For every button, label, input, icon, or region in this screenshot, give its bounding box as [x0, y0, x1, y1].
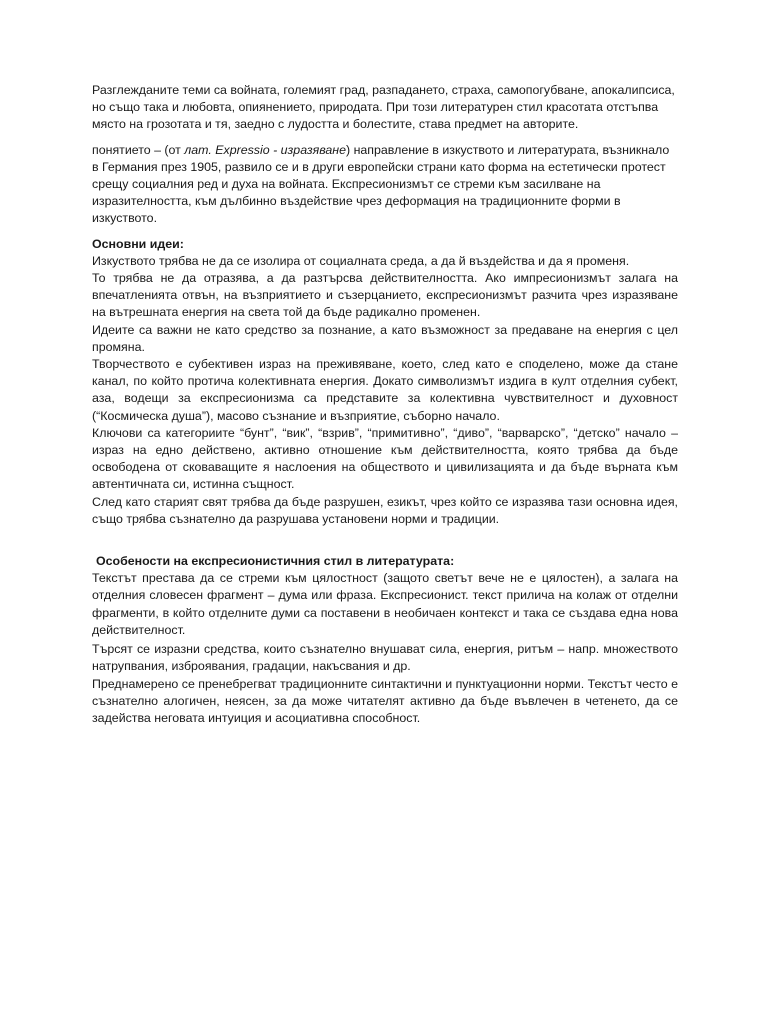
- intro-paragraph: Разглежданите теми са войната, големият град, разпадането, страха, самопогубване, апокалипсиса, но също така и любовта, опиянението, природата. При този литературен стил красотата отстъпва място на грозотата и тя, заедно с лудостта и болестите, става предмет на авторите.: [92, 83, 675, 132]
- main-ideas-heading: Основни идеи:: [92, 236, 184, 251]
- main-ideas-paragraph: Изкуството трябва не да се изолира от социалната среда, а да й въздейства и да я променя.: [92, 253, 630, 268]
- definition-rest: ) направление в изкуството и литературата, възникнало в Германия през 1905, развило се и в други европейски страни като форма на естетически протест срещу социалния ред и духа на войната. Експресионизмът се стреми към засилване на изразителността, към дълбинно въздействие чрез деформация на традиционните форми в изкуството.: [92, 142, 670, 226]
- definition-lead: понятието – (от: [92, 142, 185, 157]
- style-features-paragraph: Текстът престава да се стреми към цялостност (защото светът вече не е цялостен), а залага на отделния словесен фрагмент – дума или фраза. Експресионист. текст прилича на колаж от отделни фрагменти, в който отделните думи са поставени в необичаен контекст и така се създава една нова действителност.: [92, 571, 678, 637]
- style-features-paragraph: Преднамерено се пренебрегват традиционните синтактични и пунктуационни норми. Текстът често е съзнателно алогичен, неясен, за да може читателят активно да бъде въвлечен в четенето, да се задейства неговата интуиция и асоциативна способност.: [92, 676, 678, 725]
- definition-paragraph: [92, 142, 678, 228]
- main-ideas-paragraph: То трябва не да отразява, а да разтърсва действителността. Ако импресионизмът залага на впечатленията отвън, на възприятието и съзерцанието, експресионизмът разчита чрез изразяване на вътрешната енергия на света той да бъде радикално променен.: [92, 271, 678, 320]
- main-ideas-paragraph: След като старият свят трябва да бъде разрушен, езикът, чрез който се изразява тази основна идея, също трябва съзнателно да разрушава установени норми и традиции.: [92, 494, 678, 526]
- definition-latin-term: лат. Expressio - изразяване: [184, 142, 346, 157]
- document-page: [92, 82, 678, 727]
- style-features-paragraph: Търсят се изразни средства, които съзнателно внушават сила, енергия, ритъм – напр. множеството натрупвания, изброявания, градации, накъсвания и др.: [92, 642, 678, 674]
- main-ideas-paragraph: Творчеството е субективен израз на преживяване, което, след като е споделено, може да стане канал, по който протича колективната енергия. Докато символизмът издига в култ отделния субект, аза, водещи за експресионизма са представите за колективна чувствителност и духовност (“Космическа душа”), масово съзнание и възприятие, съборно начало.: [92, 357, 678, 423]
- main-ideas-paragraph: Ключови са категориите “бунт”, “вик”, “взрив”, “примитивно”, “диво”, “варварско”, “детско” начало – израз на едно действено, активно отношение към действителността, която трябва да бъде освободена от сковаващите я наслоения на обществото и цивилизацията и да бъде върната към автентичната си, истинна същност.: [92, 425, 678, 492]
- style-features-heading: Особености на експресионистичния стил в литературата:: [96, 554, 455, 569]
- main-ideas-paragraph: Идеите са важни не като средство за познание, а като възможност за предаване на енергия с цел промяна.: [92, 322, 678, 354]
